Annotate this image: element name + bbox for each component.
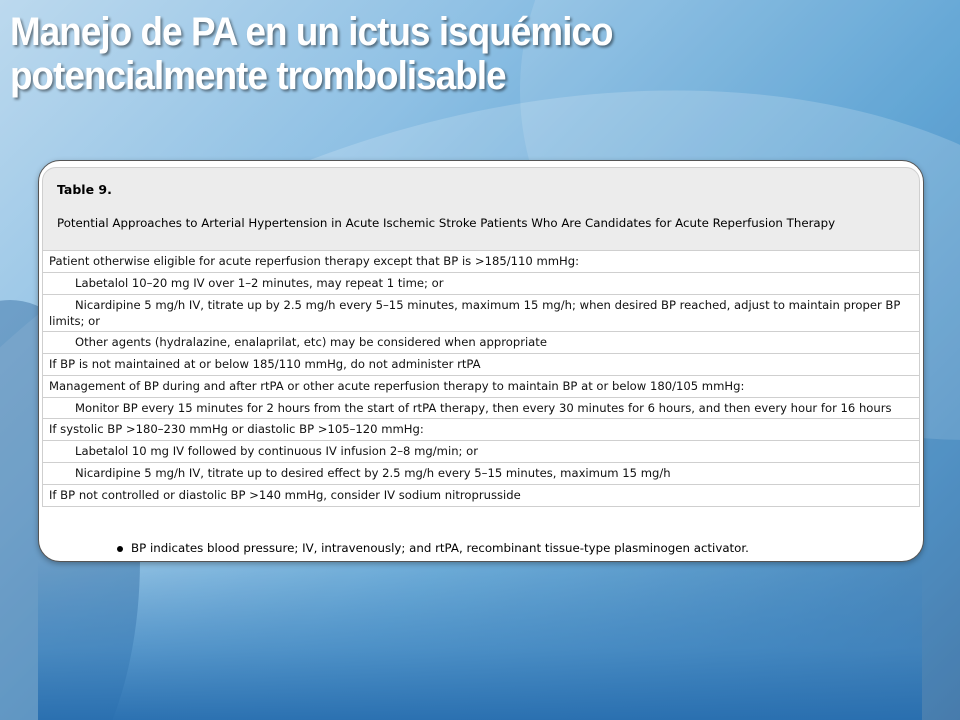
table-row: Nicardipine 5 mg/h IV, titrate up by 2.5 mg/h every 5–15 minutes, maximum 15 mg/h; when desired BP reached, adjust to maintain proper BP limits; or [43, 295, 920, 332]
bullet-icon [117, 546, 123, 552]
table-header [42, 167, 920, 251]
table-row: Patient otherwise eligible for acute reperfusion therapy except that BP is >185/110 mmHg: [43, 251, 920, 273]
table-label: Table 9. [57, 182, 112, 197]
table-footnote [117, 541, 749, 555]
table-row: Management of BP during and after rtPA or other acute reperfusion therapy to maintain BP at or below 180/105 mmHg: [43, 376, 920, 398]
table-row: Other agents (hydralazine, enalaprilat, etc) may be considered when appropriate [43, 332, 920, 354]
table-row: Monitor BP every 15 minutes for 2 hours from the start of rtPA therapy, then every 30 minutes for 6 hours, and then every hour for 16 hours [43, 398, 920, 419]
recommendations-table [42, 250, 920, 507]
table-row: Labetalol 10–20 mg IV over 1–2 minutes, may repeat 1 time; or [43, 273, 920, 295]
table-row: If BP not controlled or diastolic BP >140 mmHg, consider IV sodium nitroprusside [43, 485, 920, 507]
table-row: If BP is not maintained at or below 185/110 mmHg, do not administer rtPA [43, 354, 920, 376]
table-row: Nicardipine 5 mg/h IV, titrate up to desired effect by 2.5 mg/h every 5–15 minutes, maximum 15 mg/h [43, 463, 920, 485]
footnote-text: BP indicates blood pressure; IV, intravenously; and rtPA, recombinant tissue-type plasminogen activator. [131, 541, 749, 555]
slide-title-line-2: potencialmente trombolisable [10, 54, 506, 98]
table-row: If systolic BP >180–230 mmHg or diastolic BP >105–120 mmHg: [43, 419, 920, 441]
slide-title-line-1: Manejo de PA en un ictus isquémico [10, 10, 613, 54]
table-row: Labetalol 10 mg IV followed by continuous IV infusion 2–8 mg/min; or [43, 441, 920, 463]
slide-title [10, 10, 613, 98]
table-card [38, 160, 924, 562]
table-caption: Potential Approaches to Arterial Hypertension in Acute Ischemic Stroke Patients Who Are Candidates for Acute Reperfusion Therapy [57, 216, 836, 230]
